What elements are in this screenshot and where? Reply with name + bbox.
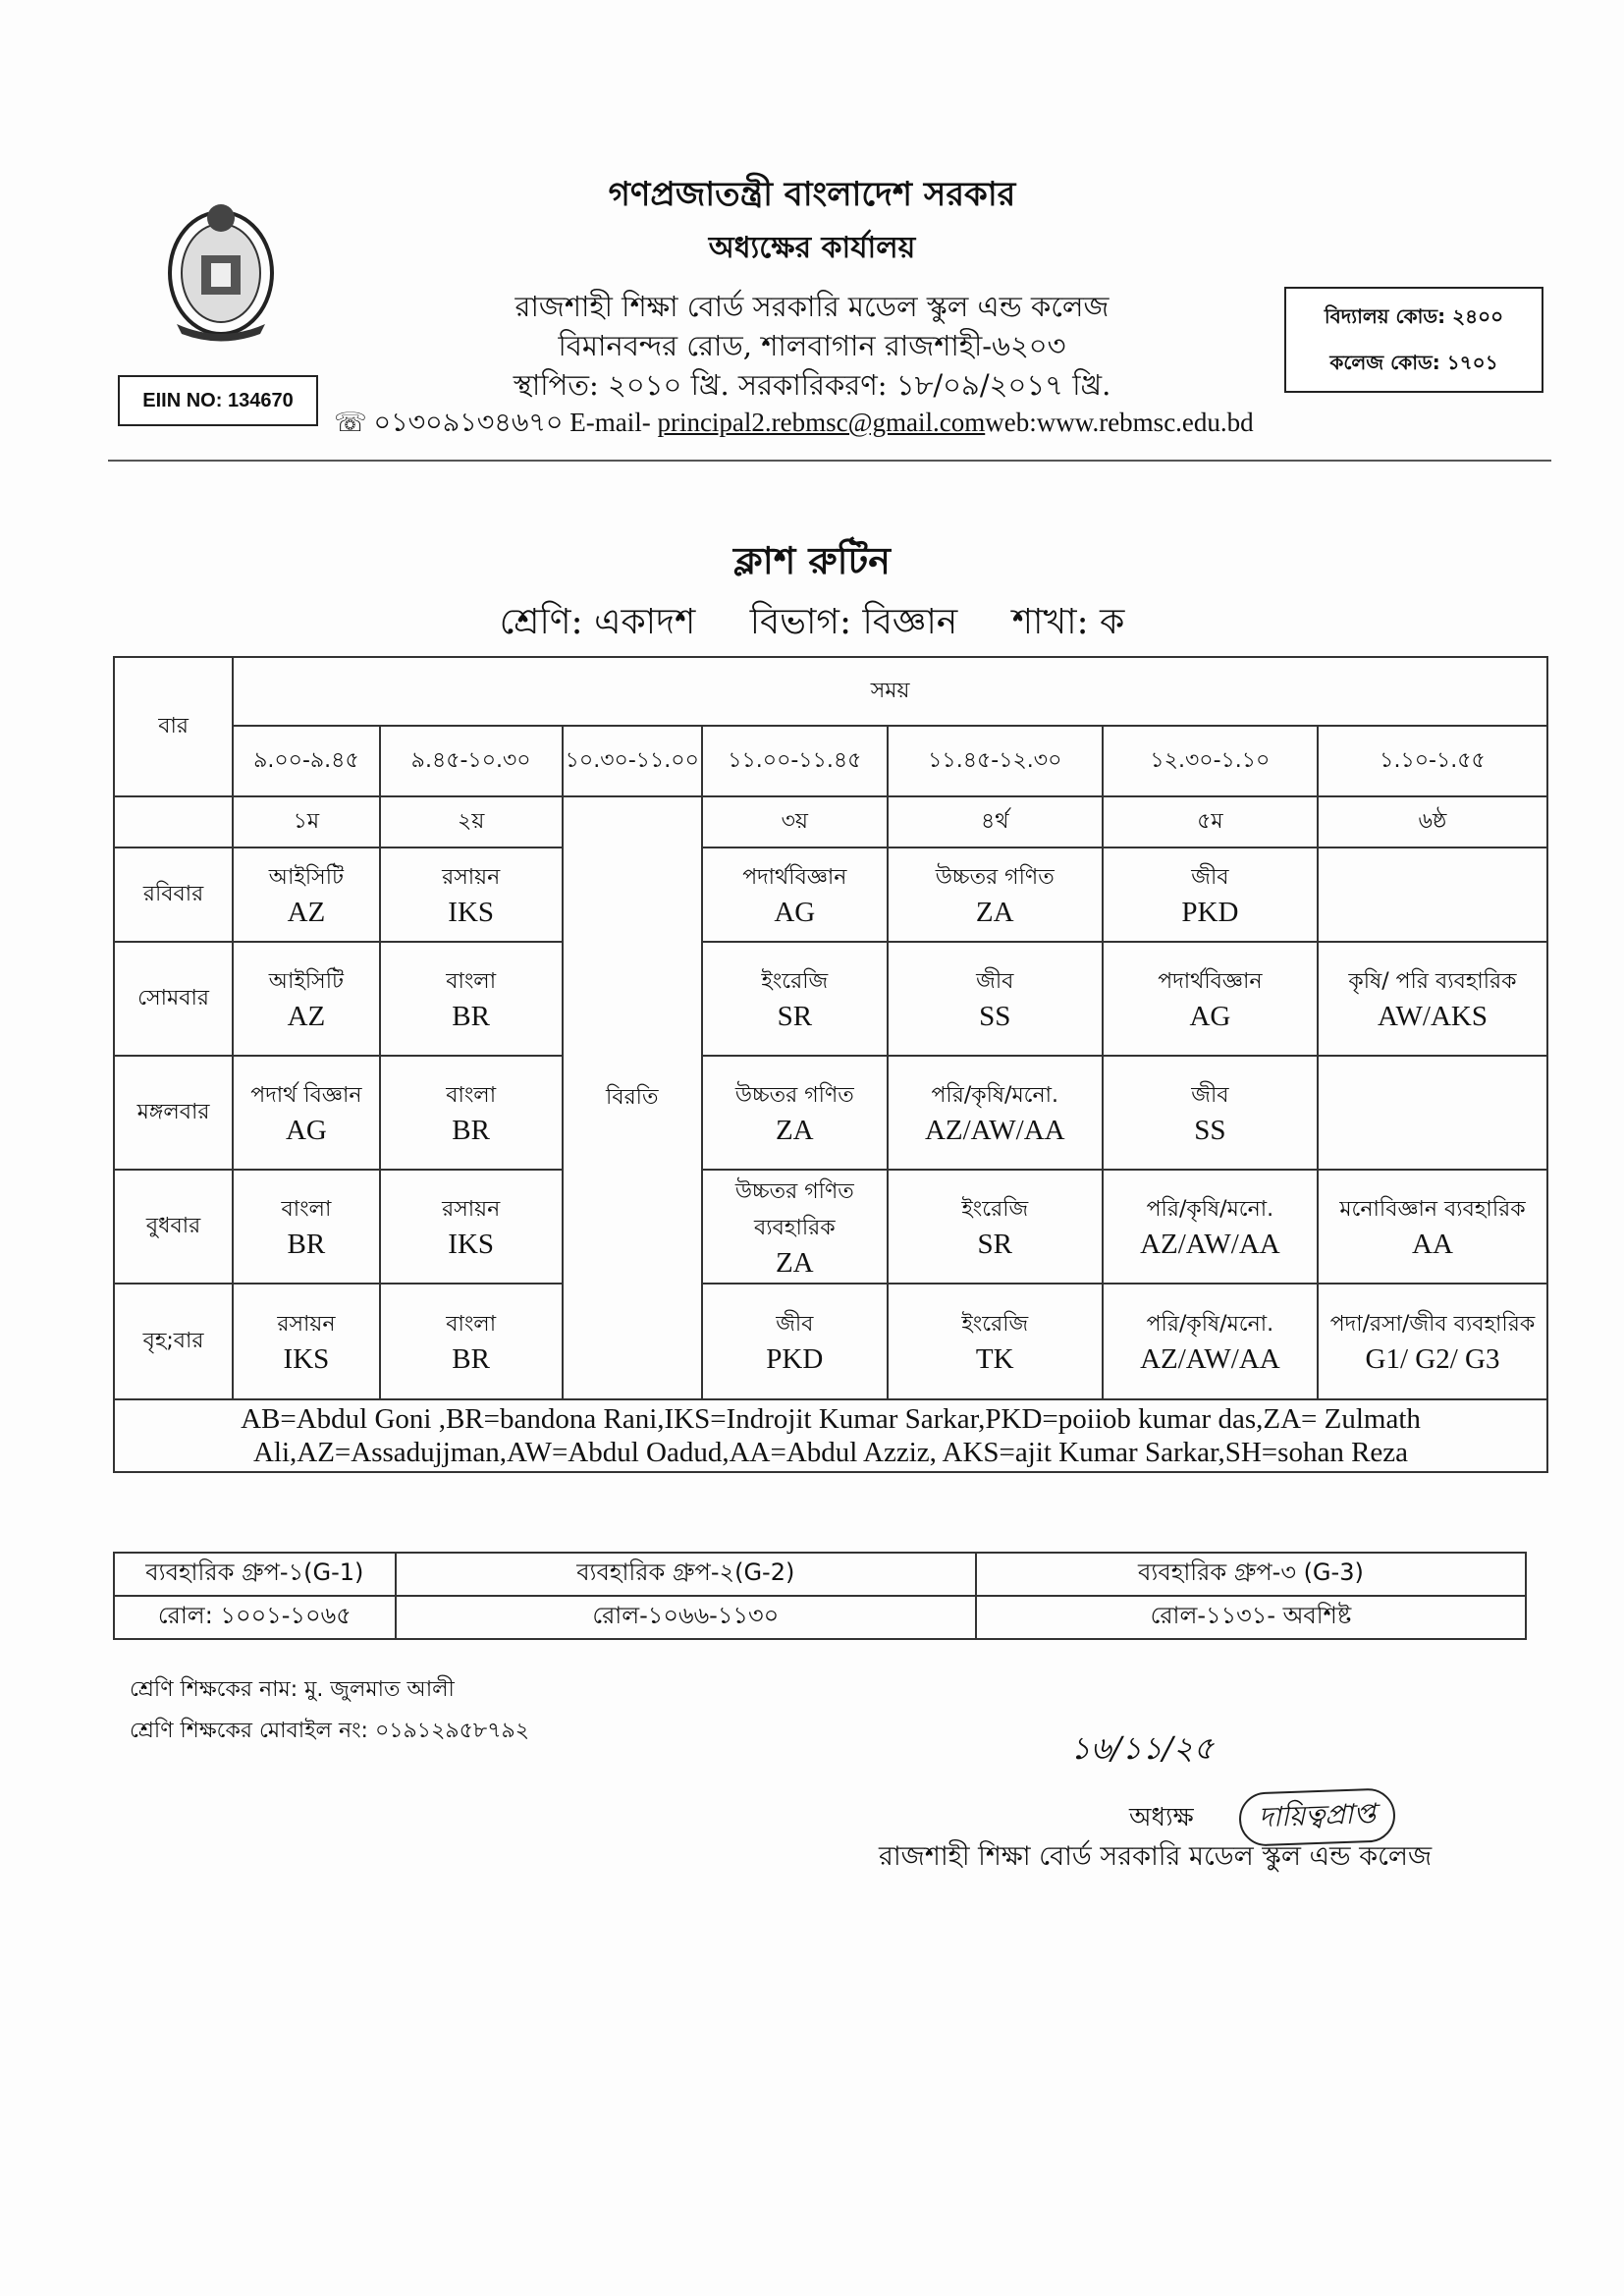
group-roll: রোল: ১০০১-১০৬৫ (114, 1596, 396, 1639)
school-code: বিদ্যালয় কোড: ২৪০০ (1324, 304, 1504, 328)
class-cell: বাংলা BR (233, 1170, 380, 1284)
email-link[interactable]: principal2.rebmsc@gmail.com (657, 408, 986, 437)
class-cell: জীব SS (888, 942, 1103, 1056)
class-cell (1318, 1056, 1547, 1170)
class-cell: ইংরেজি SR (888, 1170, 1103, 1284)
teacher-legend: AB=Abdul Goni ,BR=bandona Rani,IKS=Indrojit Kumar Sarkar,PKD=poiiob kumar das,ZA= Zulmath Ali,AZ=Assadujjman,AW=Abdul Oadud,AA=Abdul Azziz, AKS=ajit Kumar Sarkar,SH=sohan Reza (114, 1399, 1547, 1472)
class-cell: বাংলা BR (380, 1284, 563, 1399)
contact-line (334, 403, 1254, 447)
class-cell: পরি/কৃষি/মনো. AZ/AW/AA (1103, 1170, 1318, 1284)
class-cell: মনোবিজ্ঞান ব্যবহারিক AA (1318, 1170, 1547, 1284)
empty-cell (114, 796, 233, 847)
day-row (114, 1056, 1547, 1170)
codes-box (1284, 287, 1543, 393)
class-cell: পরি/কৃষি/মনো. AZ/AW/AA (888, 1056, 1103, 1170)
class-label: শ্রেণি: একাদশ (499, 602, 696, 642)
group-name: ব্যবহারিক গ্রুপ-১(G-1) (114, 1553, 396, 1596)
class-cell: রসায়ন IKS (233, 1284, 380, 1399)
time-slot: ১১.০০-১১.৪৫ (702, 726, 888, 796)
day-row (114, 847, 1547, 942)
department-label: বিভাগ: বিজ্ঞান (749, 602, 958, 642)
class-cell: আইসিটি AZ (233, 847, 380, 942)
period-label: ২য় (380, 796, 563, 847)
time-slot: ১২.৩০-১.১০ (1103, 726, 1318, 796)
class-cell (1318, 847, 1547, 942)
header-divider (108, 460, 1551, 462)
class-cell: পরি/কৃষি/মনো. AZ/AW/AA (1103, 1284, 1318, 1399)
class-cell: জীব PKD (1103, 847, 1318, 942)
eiin-box: EIIN NO: 134670 (118, 375, 318, 426)
class-cell: পদার্থবিজ্ঞান AG (702, 847, 888, 942)
period-label: ৩য় (702, 796, 888, 847)
class-cell: পদা/রসা/জীব ব্যবহারিক G1/ G2/ G3 (1318, 1284, 1547, 1399)
signature-school-name: রাজশাহী শিক্ষা বোর্ড সরকারি মডেল স্কুল এন্ড কলেজ (879, 1841, 1433, 1872)
time-slot: ৯.৪৫-১০.৩০ (380, 726, 563, 796)
day-name: মঙ্গলবার (114, 1056, 233, 1170)
principal-role-stamp: দায়িত্বপ্রাপ্ত (1238, 1787, 1396, 1847)
day-name: বুধবার (114, 1170, 233, 1284)
handwritten-signature: ১৬/১১/২৫ (1070, 1729, 1215, 1767)
period-label: ৪র্থ (888, 796, 1103, 847)
routine-table (113, 656, 1548, 1473)
college-code: কলেজ কোড: ১৭০১ (1329, 351, 1498, 374)
class-cell: রসায়ন IKS (380, 1170, 563, 1284)
class-teacher-name: শ্রেণি শিক্ষকের নাম: মু. জুলমাত আলী (130, 1677, 455, 1702)
school-address: বিমানবন্দর রোড, শালবাগান রাজশাহী-৬২০৩ (558, 329, 1066, 362)
period-label: ৫ম (1103, 796, 1318, 847)
day-header: বার (114, 657, 233, 796)
class-cell: জীব SS (1103, 1056, 1318, 1170)
office-heading: অধ্যক্ষের কার্যালয় (708, 231, 916, 265)
day-name: বৃহ;বার (114, 1284, 233, 1399)
class-teacher-info (130, 1669, 529, 1752)
practical-groups-table (113, 1552, 1527, 1640)
class-cell: আইসিটি AZ (233, 942, 380, 1056)
class-cell: ইংরেজি TK (888, 1284, 1103, 1399)
class-cell: উচ্চতর গণিত ZA (702, 1056, 888, 1170)
period-label: ৬ষ্ঠ (1318, 796, 1547, 847)
period-label: ১ম (233, 796, 380, 847)
class-cell: জীব PKD (702, 1284, 888, 1399)
class-cell: ইংরেজি SR (702, 942, 888, 1056)
class-cell: বাংলা BR (380, 942, 563, 1056)
time-slot: ৯.০০-৯.৪৫ (233, 726, 380, 796)
time-slot: ১.১০-১.৫৫ (1318, 726, 1547, 796)
web-link[interactable]: web:www.rebmsc.edu.bd (985, 408, 1254, 437)
class-cell: উচ্চতর গণিত ZA (888, 847, 1103, 942)
class-cell: বাংলা BR (380, 1056, 563, 1170)
time-slot: ১১.৪৫-১২.৩০ (888, 726, 1103, 796)
principal-title: অধ্যক্ষ (1129, 1803, 1194, 1832)
time-header: সময় (233, 657, 1547, 726)
group-name: ব্যবহারিক গ্রুপ-৩ (G-3) (976, 1553, 1526, 1596)
group-name: ব্যবহারিক গ্রুপ-২(G-2) (396, 1553, 976, 1596)
routine-subtitle (0, 595, 1624, 654)
routine-title: ক্লাশ রুটিন (733, 538, 891, 582)
group-roll: রোল-১০৬৬-১১৩০ (396, 1596, 976, 1639)
government-heading: গণপ্রজাতন্ত্রী বাংলাদেশ সরকার (608, 175, 1016, 214)
break-cell: বিরতি (563, 796, 702, 1399)
day-row (114, 942, 1547, 1056)
phone-text: ☏ ০১৩০৯১৩৪৬৭০ E-mail- (334, 408, 658, 437)
day-row (114, 1284, 1547, 1399)
group-roll: রোল-১১৩১- অবশিষ্ট (976, 1596, 1526, 1639)
class-cell: কৃষি/ পরি ব্যবহারিক AW/AKS (1318, 942, 1547, 1056)
section-label: শাখা: ক (1011, 602, 1125, 642)
class-cell: উচ্চতর গণিত ব্যবহারিক ZA (702, 1170, 888, 1284)
class-cell: পদার্থ বিজ্ঞান AG (233, 1056, 380, 1170)
time-slot: ১০.৩০-১১.০০ (563, 726, 702, 796)
class-cell: পদার্থবিজ্ঞান AG (1103, 942, 1318, 1056)
class-cell: রসায়ন IKS (380, 847, 563, 942)
day-row (114, 1170, 1547, 1284)
school-name: রাজশাহী শিক্ষা বোর্ড সরকারি মডেল স্কুল এন্ড কলেজ (514, 290, 1110, 323)
class-teacher-mobile: শ্রেণি শিক্ষকের মোবাইল নং: ০১৯১২৯৫৮৭৯২ (130, 1719, 530, 1743)
established-info: স্থাপিত: ২০১০ খ্রি. সরকারিকরণ: ১৮/০৯/২০১৭ খ্রি. (513, 368, 1111, 402)
day-name: সোমবার (114, 942, 233, 1056)
day-name: রবিবার (114, 847, 233, 942)
